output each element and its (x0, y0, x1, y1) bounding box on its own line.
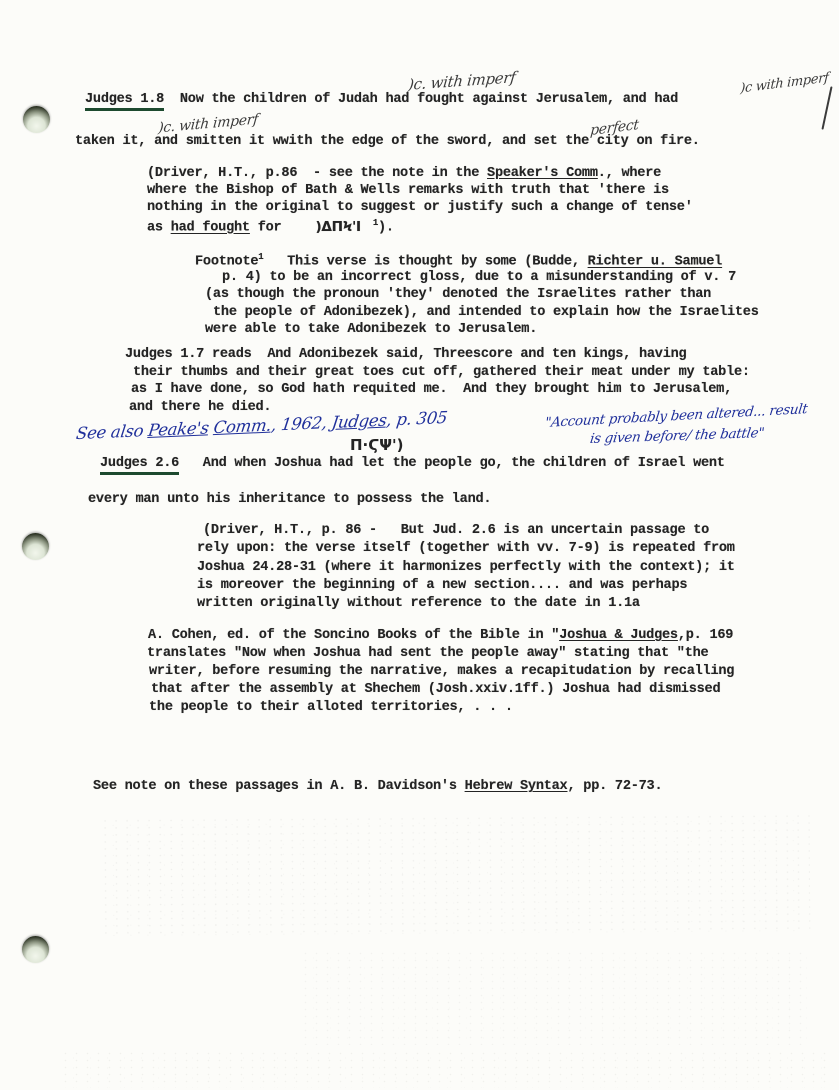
richter-samuel-reference: Richter u. Samuel (587, 254, 723, 270)
judges-1-8-line2: taken it, and smitten it wwith the edge of the sword, and set the city on fire. (75, 134, 700, 149)
judges-1-7-line1: Judges 1.7 reads And Adonibezek said, Threescore and ten kings, having (125, 347, 687, 362)
judges-2-6-heading: Judges 2.6 (100, 456, 179, 475)
hw-text: , p. 305 (385, 407, 449, 430)
footnote-line2: p. 4) to be an incorrect gloss, due to a misunderstanding of v. 7 (222, 270, 736, 285)
typed-text: This verse is thought by some (Budde, (263, 254, 588, 270)
judges-1-8-line1 (85, 92, 678, 107)
judges-2-6-line2: every man unto his inheritance to possess the land. (88, 492, 492, 507)
joshua-judges-reference: Joshua & Judges (559, 628, 678, 643)
typed-text: ., where (597, 166, 662, 181)
hw-text: See also (74, 420, 150, 444)
hebrew-word-2: Π·ϚΨ') (350, 436, 404, 454)
handwritten-quote-line1: "Account probably been altered... result (544, 401, 809, 431)
judges-1-7-line4: and there he died. (129, 400, 272, 415)
bleed-through-noise (100, 813, 811, 938)
typed-text: ). (377, 220, 394, 236)
footnote-line5: were able to take Adonibezek to Jerusalem. (205, 322, 538, 337)
footnote-reference-mark: 1 (372, 218, 378, 228)
typed-text: And when Joshua had let the people go, the children of Israel went (179, 456, 725, 471)
typed-text: (Driver, H.T., p.86 - see the note in the (147, 166, 488, 181)
typed-text: ,p. 169 (677, 628, 734, 643)
judges-1-8-heading: Judges 1.8 (85, 92, 164, 111)
cohen-line2: translates "Now when Joshua had sent the people away" stating that "the (147, 646, 709, 661)
peake-judges: Judges (330, 410, 388, 433)
driver1-line1 (147, 166, 661, 181)
driver2-line4: is moreover the beginning of a new section.... and was perhaps (197, 578, 688, 593)
cohen-line1 (148, 628, 733, 643)
judges-2-6-line1 (100, 456, 725, 471)
driver2-line2: rely upon: the verse itself (together with vv. 7-9) is repeated from (197, 541, 735, 556)
typed-text: See note on these passages in A. B. Davidson's (93, 779, 465, 794)
typed-text: as (147, 220, 171, 236)
had-fought-emphasis: had fought (170, 220, 250, 236)
hw-text: , 1962, (270, 412, 334, 435)
peake-name: Peake's (146, 418, 211, 441)
typed-text: for (249, 220, 282, 236)
bleed-through-noise (300, 950, 810, 1045)
hole-punch-bottom (22, 936, 49, 963)
handwritten-quote-line2: is given before/ the battle" (588, 424, 766, 448)
driver2-line1: (Driver, H.T., p. 86 - But Jud. 2.6 is an uncertain passage to (203, 523, 710, 538)
typed-text: Now the children of Judah had fought against Jerusalem, and had (164, 92, 679, 107)
handwritten-imperf-annotation-2: )c with imperf (739, 70, 829, 97)
typed-text: A. Cohen, ed. of the Soncino Books of the Bible in " (148, 628, 560, 643)
footnote-number: 1 (258, 252, 264, 262)
driver2-line3: Joshua 24.28-31 (where it harmonizes perfectly with the context); it (197, 560, 735, 575)
hebrew-word-1: )ΔΠϞ'Ι (315, 218, 361, 235)
driver1-line4 (147, 218, 394, 236)
speakers-comm-reference: Speaker's Comm (487, 166, 598, 181)
driver1-line2: where the Bishop of Bath & Wells remarks with truth that 'there is (147, 183, 669, 198)
hole-punch-top (23, 106, 50, 133)
bleed-through-noise (60, 1050, 830, 1088)
cohen-line5: the people to their alloted territories, . . . (149, 700, 513, 715)
cohen-line4: that after the assembly at Shechem (Josh.xxiv.1ff.) Joshua had dismissed (151, 682, 721, 697)
davidson-note-line (93, 779, 662, 794)
typed-text: , pp. 72-73. (567, 779, 663, 794)
handwritten-perfect-annotation: perfect (589, 116, 640, 140)
pen-stroke (821, 86, 832, 129)
hole-punch-middle (22, 533, 49, 560)
footnote-line3: (as though the pronoun 'they' denoted the Israelites rather than (205, 287, 712, 302)
judges-1-7-line2: their thumbs and their great toes cut off, gathered their meat under my table: (133, 365, 750, 380)
handwritten-imperf-annotation-3: )c. with imperf (157, 111, 259, 137)
footnote-label: Footnote (195, 254, 259, 270)
cohen-line3: writer, before resuming the narrative, makes a recapitudation by recalling (149, 664, 735, 679)
handwritten-imperf-annotation-1: )c. with imperf (407, 68, 517, 94)
driver2-line5: written originally without reference to the date in 1.1a (197, 596, 640, 611)
footnote-line4: the people of Adonibezek), and intended to explain how the Israelites (213, 305, 759, 320)
judges-1-7-line3: as I have done, so God hath requited me. And they brought him to Jerusalem, (131, 382, 732, 397)
footnote-line1 (195, 252, 722, 270)
hebrew-syntax-reference: Hebrew Syntax (464, 779, 568, 794)
driver1-line3: nothing in the original to suggest or justify such a change of tense' (147, 200, 693, 215)
peake-comm: Comm. (212, 415, 273, 438)
